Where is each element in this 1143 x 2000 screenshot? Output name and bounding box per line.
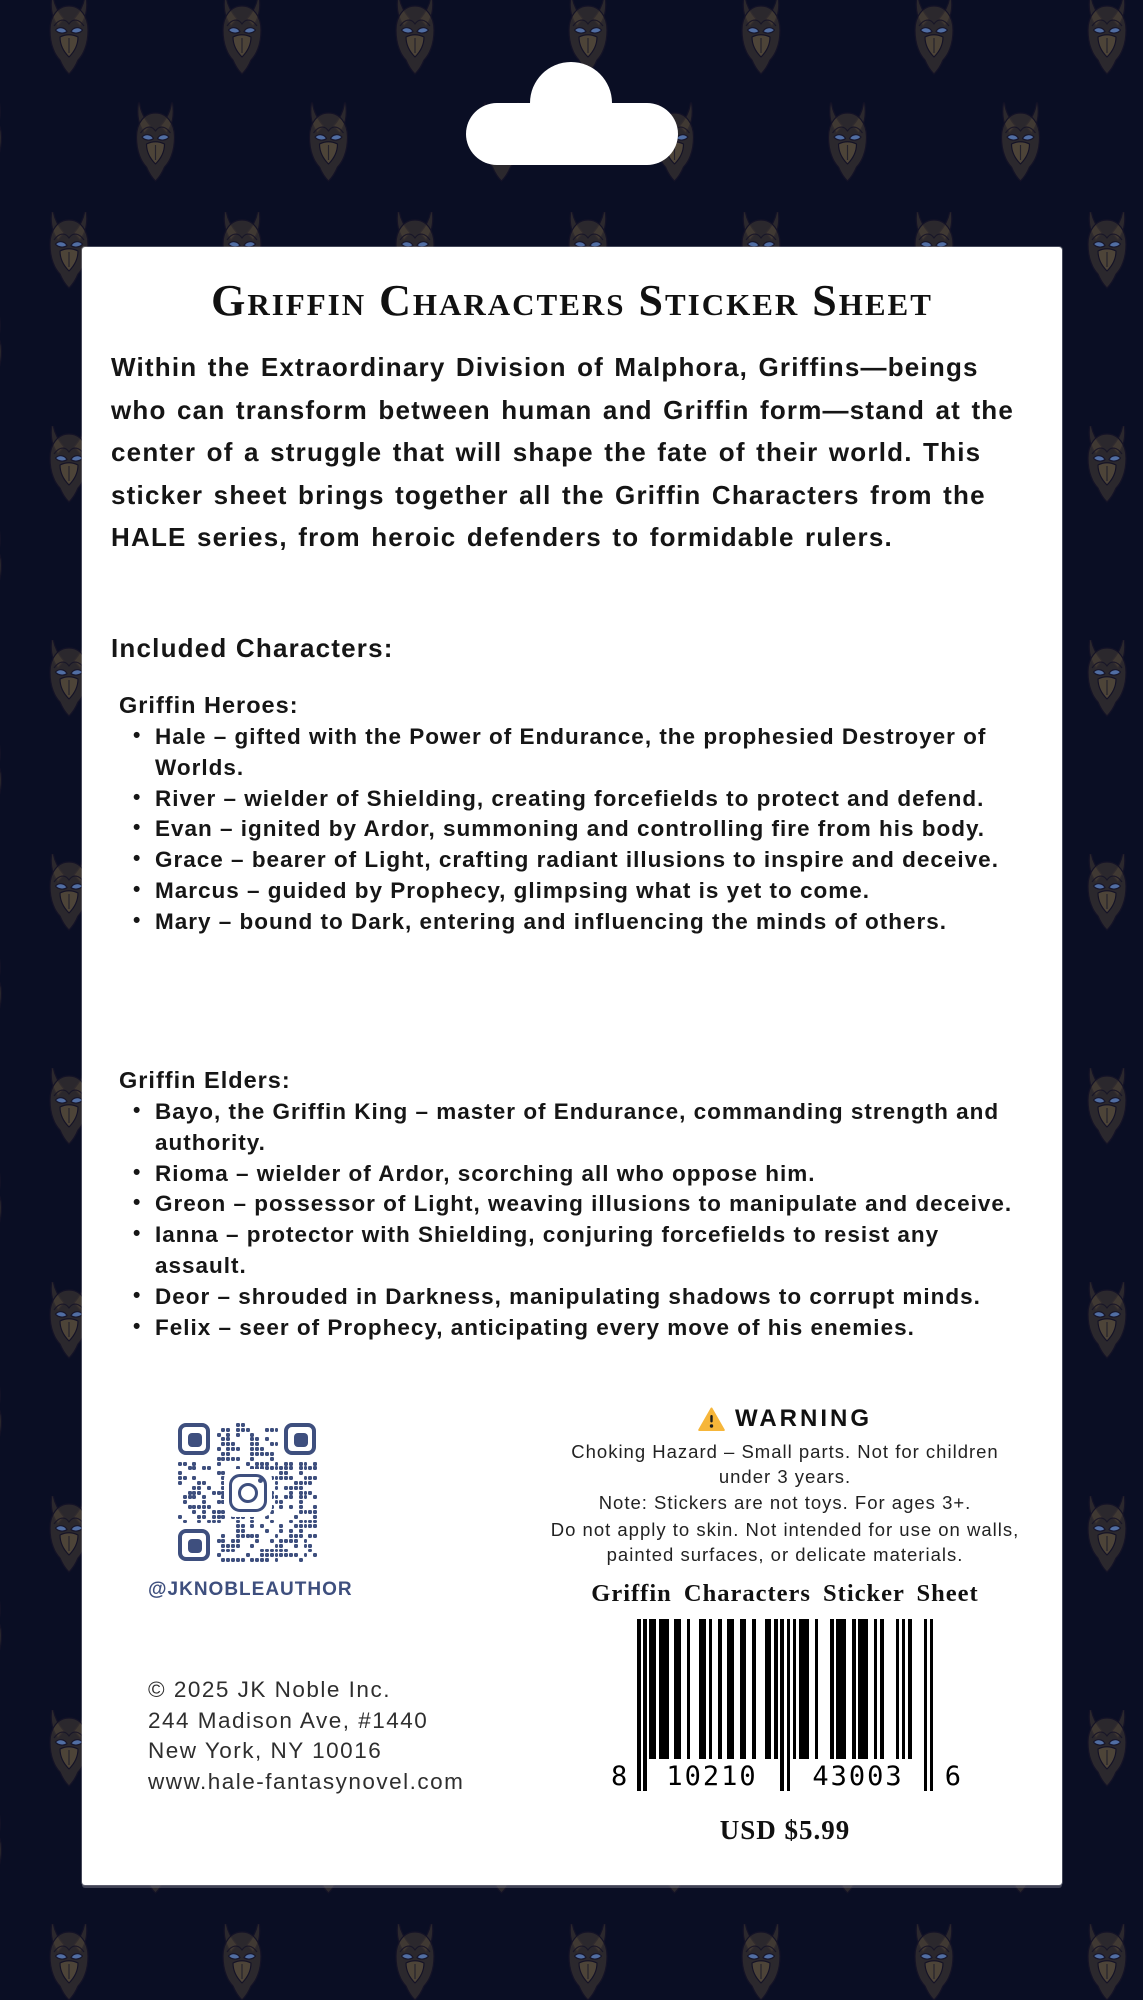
hero-list-item: • River – wielder of Shielding, creating forcefields to protect and defend. xyxy=(155,784,1015,815)
qr-caption: @JKNOBLEAUTHOR xyxy=(148,1579,353,1600)
product-card xyxy=(82,247,1062,1885)
griffin-elders-list xyxy=(155,1097,1015,1343)
elder-list-item: • Rioma – wielder of Ardor, scorching all who oppose him. xyxy=(155,1159,1015,1190)
upc-barcode xyxy=(611,1619,961,1792)
barcode-digit-group1: 10210 xyxy=(666,1761,758,1792)
warning-line: Choking Hazard – Small parts. Not for children under 3 years. xyxy=(571,1441,999,1488)
griffin-elders-section xyxy=(119,1065,1019,1343)
hero-list-item: • Mary – bound to Dark, entering and influencing the minds of others. xyxy=(155,907,1015,938)
product-title: Griffin Characters Sticker Sheet xyxy=(211,276,933,325)
hang-tab xyxy=(466,103,678,165)
product-description: Within the Extraordinary Division of Malphora, Griffins—beings who can transform between human and Griffin form—stand at the center of a struggle that will shape the fate of their world. This sticker sheet brings together all the Griffin Characters from the HALE series, from heroic defenders to formidable rulers. xyxy=(111,352,1015,552)
griffin-heroes-list xyxy=(155,722,1015,938)
address-line: 244 Madison Ave, #1440 xyxy=(148,1707,429,1733)
elder-list-item: • Ianna – protector with Shielding, conjuring forcefields to resist any assault. xyxy=(155,1220,1015,1282)
barcode-label: Griffin Characters Sticker Sheet xyxy=(591,1580,979,1607)
city-line: New York, NY 10016 xyxy=(148,1738,383,1764)
griffin-heroes-section xyxy=(119,690,1019,938)
warning-section xyxy=(545,1405,1025,1567)
warning-line: Note: Stickers are not toys. For ages 3+. xyxy=(598,1492,972,1514)
website-url: www.hale-fantasynovel.com xyxy=(148,1768,465,1794)
hero-list-item: • Grace – bearer of Light, crafting radiant illusions to inspire and deceive. xyxy=(155,845,1015,876)
instagram-qr-code xyxy=(178,1423,318,1563)
instagram-icon xyxy=(224,1469,272,1517)
copyright-line: © 2025 JK Noble Inc. xyxy=(148,1677,391,1702)
barcode-section xyxy=(485,1579,1085,1846)
elder-list-item: • Felix – seer of Prophecy, anticipating every move of his enemies. xyxy=(155,1313,1015,1344)
barcode-digit-lead: 8 xyxy=(611,1761,628,1792)
hero-list-item: • Hale – gifted with the Power of Endurance, the prophesied Destroyer of Worlds. xyxy=(155,722,1015,784)
griffin-heroes-heading: Griffin Heroes: xyxy=(119,692,299,718)
price: USD $5.99 xyxy=(719,1815,851,1845)
griffin-elders-heading: Griffin Elders: xyxy=(119,1067,291,1093)
elder-list-item: • Greon – possessor of Light, weaving illusions to manipulate and deceive. xyxy=(155,1189,1015,1220)
included-characters-heading: Included Characters: xyxy=(111,633,394,663)
hero-list-item: • Marcus – guided by Prophecy, glimpsing what is yet to come. xyxy=(155,876,1015,907)
barcode-digit-group2: 43003 xyxy=(812,1761,904,1792)
warning-line: Do not apply to skin. Not intended for use on walls, painted surfaces, or delicate materials. xyxy=(550,1518,1020,1565)
barcode-digit-trail: 6 xyxy=(944,1761,961,1792)
hero-list-item: • Evan – ignited by Ardor, summoning and controlling fire from his body. xyxy=(155,814,1015,845)
elder-list-item: • Bayo, the Griffin King – master of Endurance, commanding strength and authority. xyxy=(155,1097,1015,1159)
warning-triangle-icon xyxy=(698,1407,725,1432)
publisher-info xyxy=(148,1675,464,1797)
warning-title: WARNING xyxy=(735,1405,872,1432)
elder-list-item: • Deor – shrouded in Darkness, manipulating shadows to corrupt minds. xyxy=(155,1282,1015,1313)
